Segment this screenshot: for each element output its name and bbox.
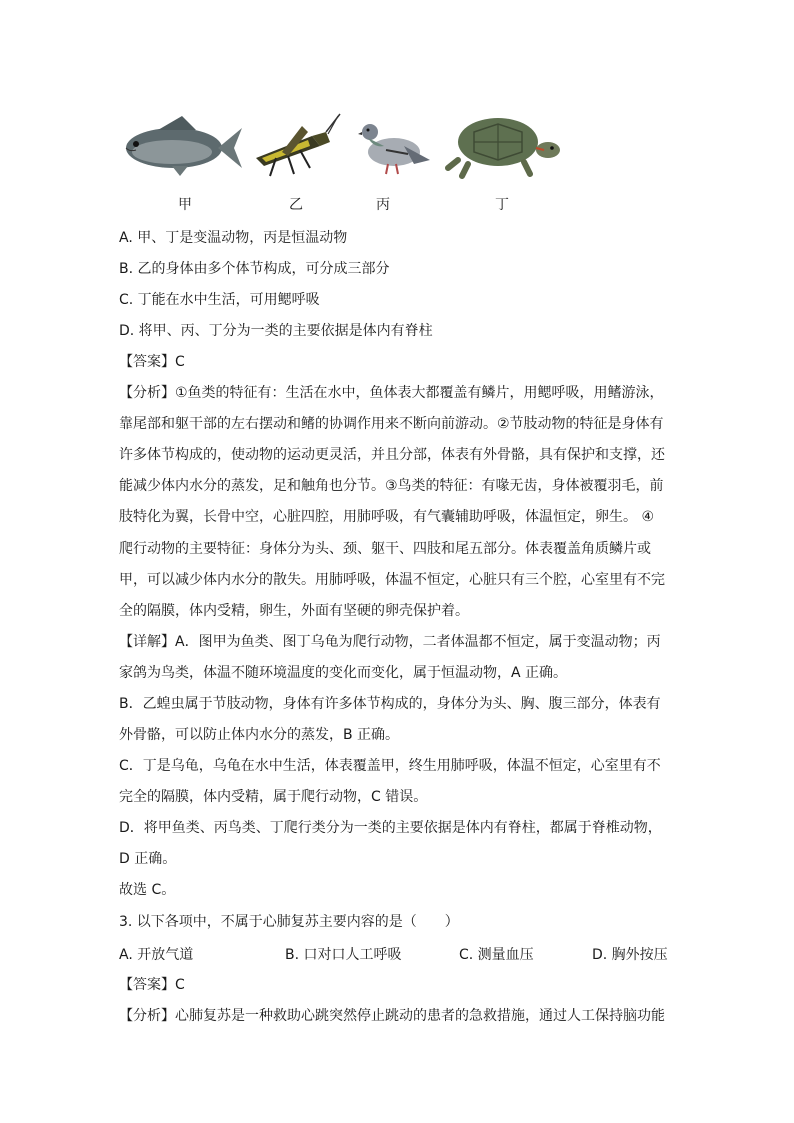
question-3: 3. 以下各项中，不属于心肺复苏主要内容的是（ ） xyxy=(119,914,459,930)
question-3-options xyxy=(119,944,679,964)
conclusion-line: 故选 C。 xyxy=(119,882,176,898)
figure-label-bing: 丙 xyxy=(376,197,390,213)
q3-option-d: D. 胸外按压 xyxy=(592,947,668,963)
answer-line-q3: 【答案】C xyxy=(119,977,185,993)
analysis-line: 全的隔膜，体内受精，卵生，外面有坚硬的卵壳保护着。 xyxy=(119,603,469,619)
q3-option-c: C. 测量血压 xyxy=(459,947,534,963)
figure-label-ding: 丁 xyxy=(495,197,509,213)
figure-label-jia: 甲 xyxy=(178,197,192,213)
detail-line: 【详解】A．图甲为鱼类、图丁乌龟为爬行动物，二者体温都不恒定，属于变温动物；丙 xyxy=(119,634,661,650)
pigeon-image xyxy=(358,116,430,178)
detail-line: 外骨骼，可以防止体内水分的蒸发，B 正确。 xyxy=(119,727,400,743)
analysis-line: 爬行动物的主要特征：身体分为头、颈、躯干、四肢和尾五部分。体表覆盖角质鳞片或 xyxy=(119,541,651,557)
detail-line: C．丁是乌龟，乌龟在水中生活，体表覆盖甲，终生用肺呼吸，体温不恒定，心室里有不 xyxy=(119,758,661,774)
detail-line: 家鸽为鸟类，体温不随环境温度的变化而变化，属于恒温动物，A 正确。 xyxy=(119,665,568,681)
figure-label-yi: 乙 xyxy=(289,197,303,213)
animal-figure xyxy=(118,108,578,213)
grasshopper-image xyxy=(252,112,342,182)
detail-line: B．乙蝗虫属于节肢动物，身体有许多体节构成的，身体分为头、胸、腹三部分，体表有 xyxy=(119,696,661,712)
option-d: D. 将甲、丙、丁分为一类的主要依据是体内有脊柱 xyxy=(119,323,433,339)
analysis-line: 靠尾部和躯干部的左右摆动和鳍的协调作用来不断向前游动。②节肢动物的特征是身体有 xyxy=(119,416,664,432)
option-b: B. 乙的身体由多个体节构成，可分成三部分 xyxy=(119,261,390,277)
detail-line: D 正确。 xyxy=(119,851,177,867)
option-c: C. 丁能在水中生活，可用鳃呼吸 xyxy=(119,292,320,308)
answer-line: 【答案】C xyxy=(119,354,185,370)
turtle-image xyxy=(444,110,564,180)
analysis-line: 许多体节构成的，使动物的运动更灵活，并且分部，体表有外骨骼，具有保护和支撑，还 xyxy=(119,447,665,463)
detail-line: D．将甲鱼类、丙鸟类、丁爬行类分为一类的主要依据是体内有脊柱，都属于脊椎动物， xyxy=(119,820,662,836)
analysis-line: 肢特化为翼，长骨中空，心脏四腔，用肺呼吸，有气囊辅助呼吸，体温恒定，卵生。 ④ xyxy=(119,509,654,525)
detail-line: 完全的隔膜，体内受精，属于爬行动物，C 错误。 xyxy=(119,789,428,805)
fish-image xyxy=(122,114,244,176)
analysis-line-q3: 【分析】心肺复苏是一种救助心跳突然停止跳动的患者的急救措施，通过人工保持脑功能 xyxy=(119,1008,665,1024)
q3-option-b: B. 口对口人工呼吸 xyxy=(285,947,402,963)
q3-option-a: A. 开放气道 xyxy=(119,947,194,963)
analysis-line: 甲，可以减少体内水分的散失。用肺呼吸，体温不恒定，心脏只有三个腔，心室里有不完 xyxy=(119,572,665,588)
option-a: A. 甲、丁是变温动物，丙是恒温动物 xyxy=(119,230,348,246)
analysis-line: 能减少体内水分的蒸发，足和触角也分节。③鸟类的特征：有喙无齿，身体被覆羽毛，前 xyxy=(119,478,664,494)
analysis-line: 【分析】①鱼类的特征有：生活在水中，鱼体表大都覆盖有鳞片，用鳃呼吸，用鳍游泳， xyxy=(119,385,664,401)
